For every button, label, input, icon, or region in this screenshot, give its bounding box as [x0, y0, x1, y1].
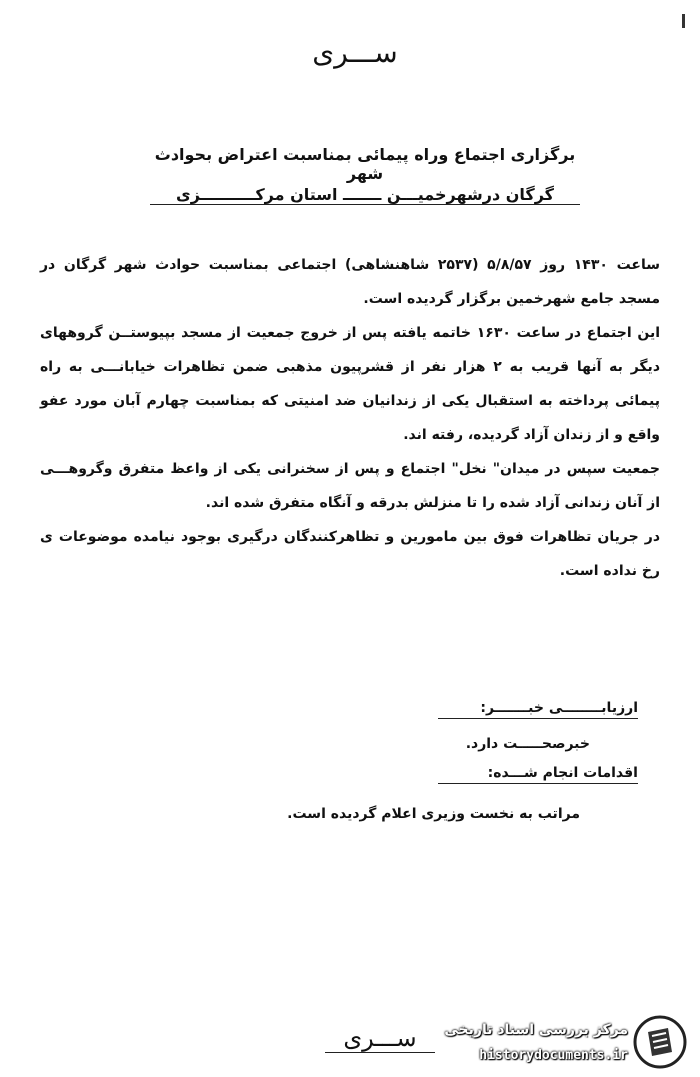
body-paragraph-3: جمعیت سپس در میدان" نخل" اجتماع و پس از سخنرانی یکی از واعظ متفرق وگروهـــی از آنان زندانی آزاد شده را تا منزلش بدرقه و آنگاه متفرق شده اند. [40, 461, 660, 511]
body-paragraph-1: ساعت ۱۴۳۰ روز ۵/۸/۵۷ (۲۵۳۷ شاهنشاهی) اجتماعی بمناسبت حوادث شهر گرگان در مسجد جامع شهرخمین برگزار گردیده است. [40, 257, 660, 307]
scan-edge-mark [682, 14, 685, 28]
document-seal-icon [632, 1014, 688, 1070]
watermark-url: historydocuments.ir [479, 1048, 628, 1063]
actions-section [438, 765, 638, 784]
actions-label: اقدامات انجام شـــده: [438, 765, 638, 784]
watermark-org-name: مرکز بررسی اسناد تاریخی [444, 1022, 628, 1038]
document-title-line1: برگزاری اجتماع وراه پیمائی بمناسبت اعتراض بحوادث شهر [154, 145, 576, 183]
assessment-label: ارزیابــــــــی خبـــــــر: [438, 700, 638, 719]
classification-bottom: ســـری [325, 1024, 435, 1053]
document-title-line2: گرگان درشهرخمیـــن ـــــــ استان مرکــــــــــزی [150, 185, 580, 205]
assessment-section [438, 700, 638, 719]
document-body [40, 248, 660, 588]
assessment-value: خبرصحـــــت دارد. [465, 736, 590, 752]
actions-value: مراتب به نخست وزیری اعلام گردیده است. [287, 806, 580, 822]
classification-top: ســـری [312, 36, 398, 69]
body-paragraph-4: در جریان تظاهرات فوق بین مامورین و تظاهرکنندگان درگیری بوجود نیامده موضوعات ی رخ نداده است. [40, 529, 660, 579]
body-paragraph-2: این اجتماع در ساعت ۱۶۳۰ خاتمه یافته پس از خروج جمعیت از مسجد بپیوستــن گروههای دیگر به آنها قریب به ۲ هزار نفر از قشرپیون مذهبی ضمن تظاهرات خیابانـــی به راه پیمائی پرداخته به استقبال یکی از زندانیان ضد امنیتی که بمناسبت چهارم آبان مورد عفو واقع و از زندان آزاد گردیده، رفته اند. [40, 325, 661, 443]
